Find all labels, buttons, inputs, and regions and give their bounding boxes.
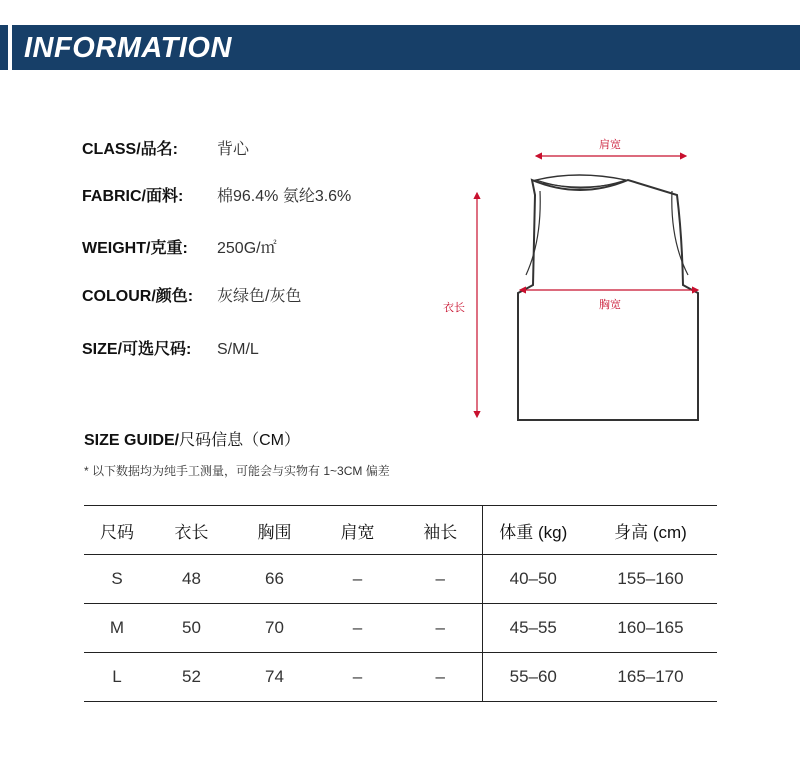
fabric-label: FABRIC/面料: (82, 188, 184, 205)
header-weight: 体重 (kg) (482, 506, 584, 555)
colour-value: 灰绿色/灰色 (217, 288, 302, 305)
table-cell: 52 (150, 653, 233, 702)
table-cell: 165–170 (584, 653, 717, 702)
header-height: 身高 (cm) (584, 506, 717, 555)
table-cell: – (399, 653, 482, 702)
info-row-size (82, 339, 259, 361)
table-cell: – (316, 653, 399, 702)
table-cell: 40–50 (482, 555, 584, 604)
size-guide-title (84, 430, 300, 452)
size-table (84, 505, 717, 702)
size-note: * 以下数据均为纯手工测量，可能会与实物有 1~3CM 偏差 (84, 464, 390, 478)
weight-value: 250G/㎡ (217, 240, 277, 257)
table-cell: – (399, 555, 482, 604)
length-label: 衣长 (443, 301, 465, 314)
size-label: SIZE/可选尺码: (82, 341, 192, 358)
header-chest: 胸围 (233, 506, 316, 555)
size-guide-title-rest: 尺码信息（CM） (179, 432, 301, 449)
table-cell: – (316, 555, 399, 604)
header-size: 尺码 (84, 506, 150, 555)
vest-diagram (430, 125, 730, 430)
info-row-colour (82, 286, 302, 308)
fabric-value: 棉96.4% 氨纶3.6% (217, 188, 352, 205)
class-value: 背心 (217, 141, 250, 158)
info-row-class (82, 139, 250, 161)
table-cell: 48 (150, 555, 233, 604)
table-cell: S (84, 555, 150, 604)
table-cell: 66 (233, 555, 316, 604)
header-length: 衣长 (150, 506, 233, 555)
colour-label: COLOUR/颜色: (82, 288, 194, 305)
info-row-weight (82, 238, 277, 260)
table-header-row (84, 506, 717, 555)
size-value: S/M/L (217, 341, 259, 358)
table-cell: L (84, 653, 150, 702)
table-row (84, 604, 717, 653)
info-row-fabric (82, 186, 352, 208)
table-cell: 55–60 (482, 653, 584, 702)
header-shoulder: 肩宽 (316, 506, 399, 555)
class-label: CLASS/品名: (82, 141, 179, 158)
header-bar (0, 25, 800, 70)
table-row (84, 555, 717, 604)
header-accent (8, 25, 12, 70)
table-cell: – (316, 604, 399, 653)
table-cell: – (399, 604, 482, 653)
table-cell: 50 (150, 604, 233, 653)
weight-label: WEIGHT/克重: (82, 240, 188, 257)
table-cell: 45–55 (482, 604, 584, 653)
header-title: INFORMATION (24, 32, 232, 64)
table-cell: 155–160 (584, 555, 717, 604)
table-cell: M (84, 604, 150, 653)
table-cell: 160–165 (584, 604, 717, 653)
size-guide-title-bold: SIZE GUIDE/ (84, 432, 180, 449)
header-sleeve: 袖长 (399, 506, 482, 555)
table-row (84, 653, 717, 702)
shoulder-label: 肩宽 (599, 138, 621, 151)
table-cell: 70 (233, 604, 316, 653)
chest-label: 胸宽 (599, 298, 621, 311)
table-cell: 74 (233, 653, 316, 702)
